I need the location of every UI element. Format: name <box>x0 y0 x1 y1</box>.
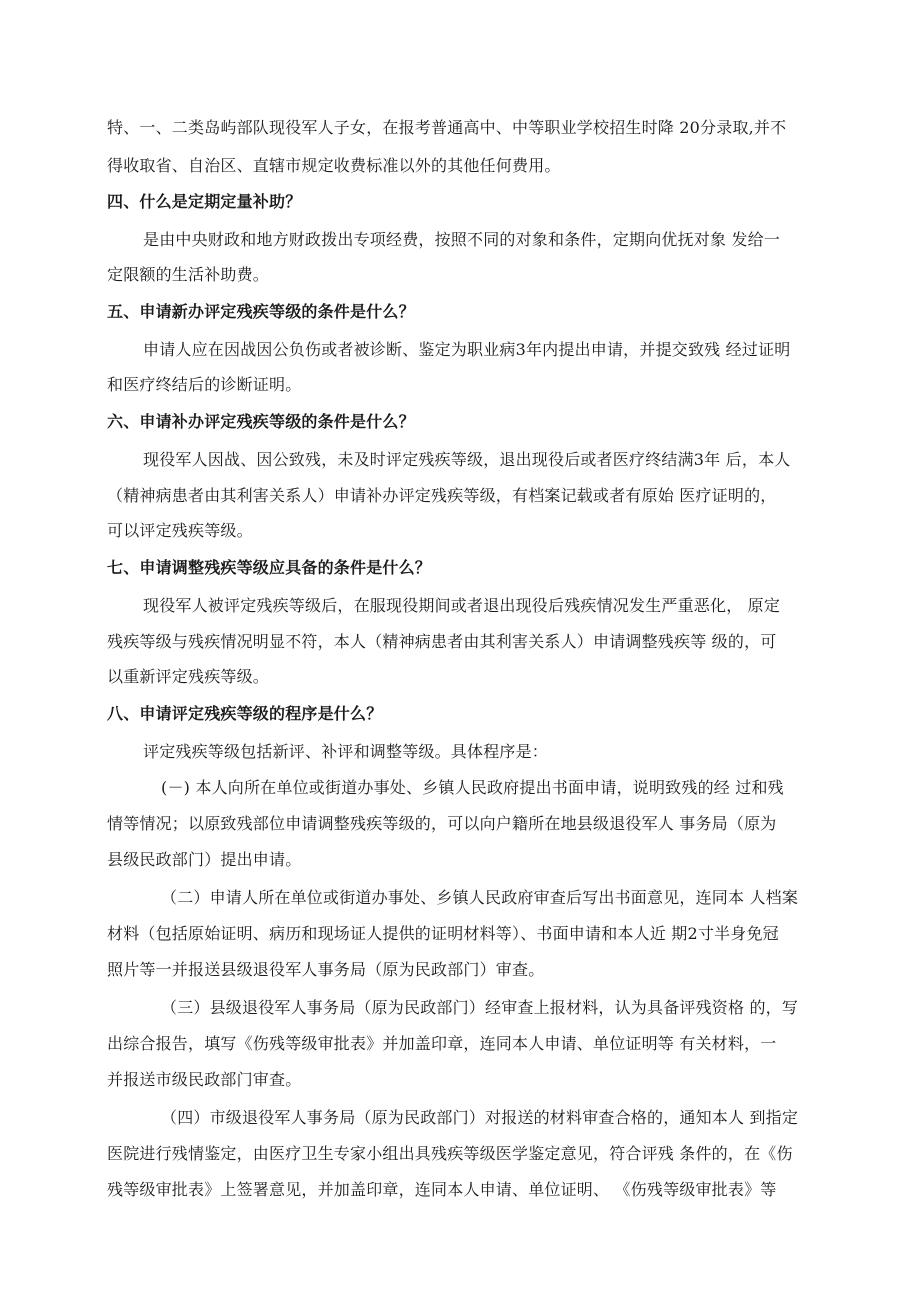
body-text-line: 残等级审批表》上签署意见，并加盖印章，连同本人申请、单位证明、 《伤残等级审批表》等 <box>107 1180 777 1199</box>
body-text-line: 特、一、二类岛屿部队现役军人子女，在报考普通高中、中等职业学校招生时降 20分录取,并不 <box>107 118 787 137</box>
body-text-line: （精神病患者由其利害关系人）申请补办评定残疾等级，有档案记载或者有原始 医疗证明的， <box>107 486 777 505</box>
body-text-line: (－) 本人向所在单位或街道办事处、乡镇人民政府提出书面申请，说明致残的经 过和残 <box>161 778 784 797</box>
body-text-line: （四）市级退役军人事务局（原为民政部门）对报送的材料审查合格的，通知本人 到指定 <box>161 1108 799 1127</box>
body-text-line: 照片等一并报送县级退役军人事务局（原为民政部门）审查。 <box>107 960 545 979</box>
section-heading-6: 六、申请补办评定残疾等级的条件是什么？ <box>107 412 415 431</box>
body-text-line: 残疾等级与残疾情况明显不符，本人（精神病患者由其利害关系人）申请调整残疾等 级的，可 <box>107 632 777 651</box>
body-text-line: 是由中央财政和地方财政拨出专项经费，按照不同的对象和条件，定期向优抚对象 发给一 <box>143 230 781 249</box>
body-text-line: 得收取省、自治区、直辖市规定收费标准以外的其他任何费用。 <box>107 156 561 175</box>
body-text-line: （二）申请人所在单位或街道办事处、乡镇人民政府审查后写出书面意见，连同本 人档案 <box>161 888 799 907</box>
body-text-line: 材料（包括原始证明、病历和现场证人提供的证明材料等）、书面申请和本人近 期2寸半身免冠 <box>107 924 779 943</box>
body-text-line: 评定残疾等级包括新评、补评和调整等级。具体程序是： <box>143 742 549 761</box>
body-text-line: 定限额的生活补助费。 <box>107 265 270 284</box>
section-heading-4: 四、什么是定期定量补助？ <box>107 192 302 211</box>
body-text-line: 并报送市级民政部门审查。 <box>107 1070 302 1089</box>
body-text-line: 可以评定残疾等级。 <box>107 521 253 540</box>
body-text-line: 出综合报告，填写《伤残等级审批表》并加盖印章，连同本人申请、单位证明等 有关材料，一 <box>107 1034 777 1053</box>
body-text-line: 县级民政部门）提出申请。 <box>107 850 302 869</box>
body-text-line: 现役军人被评定残疾等级后，在服现役期间或者退出现役后残疾情况发生严重恶化， 原定 <box>143 596 781 615</box>
body-text-line: （三）县级退役军人事务局（原为民政部门）经审查上报材料，认为具备评残资格 的，写 <box>161 998 799 1017</box>
section-heading-7: 七、申请调整残疾等级应具备的条件是什么？ <box>107 558 432 577</box>
body-text-line: 医院进行残情鉴定，由医疗卫生专家小组出具残疾等级医学鉴定意见，符合评残 条件的，在《伤 <box>107 1144 793 1163</box>
body-text-line: 和医疗终结后的诊断证明。 <box>107 375 302 394</box>
body-text-line: 现役军人因战、因公致残，未及时评定残疾等级，退出现役后或者医疗终结满3年 后，本人 <box>143 450 791 469</box>
section-heading-5: 五、申请新办评定残疾等级的条件是什么？ <box>107 302 415 321</box>
body-text-line: 情等情况；以原致残部位申请调整残疾等级的，可以向户籍所在地县级退役军人 事务局（原为 <box>107 814 777 833</box>
body-text-line: 以重新评定残疾等级。 <box>107 667 270 686</box>
body-text-line: 申请人应在因战因公负伤或者被诊断、鉴定为职业病3年内提出申请，并提交致残 经过证明 <box>143 340 791 359</box>
section-heading-8: 八、申请评定残疾等级的程序是什么？ <box>107 704 383 723</box>
